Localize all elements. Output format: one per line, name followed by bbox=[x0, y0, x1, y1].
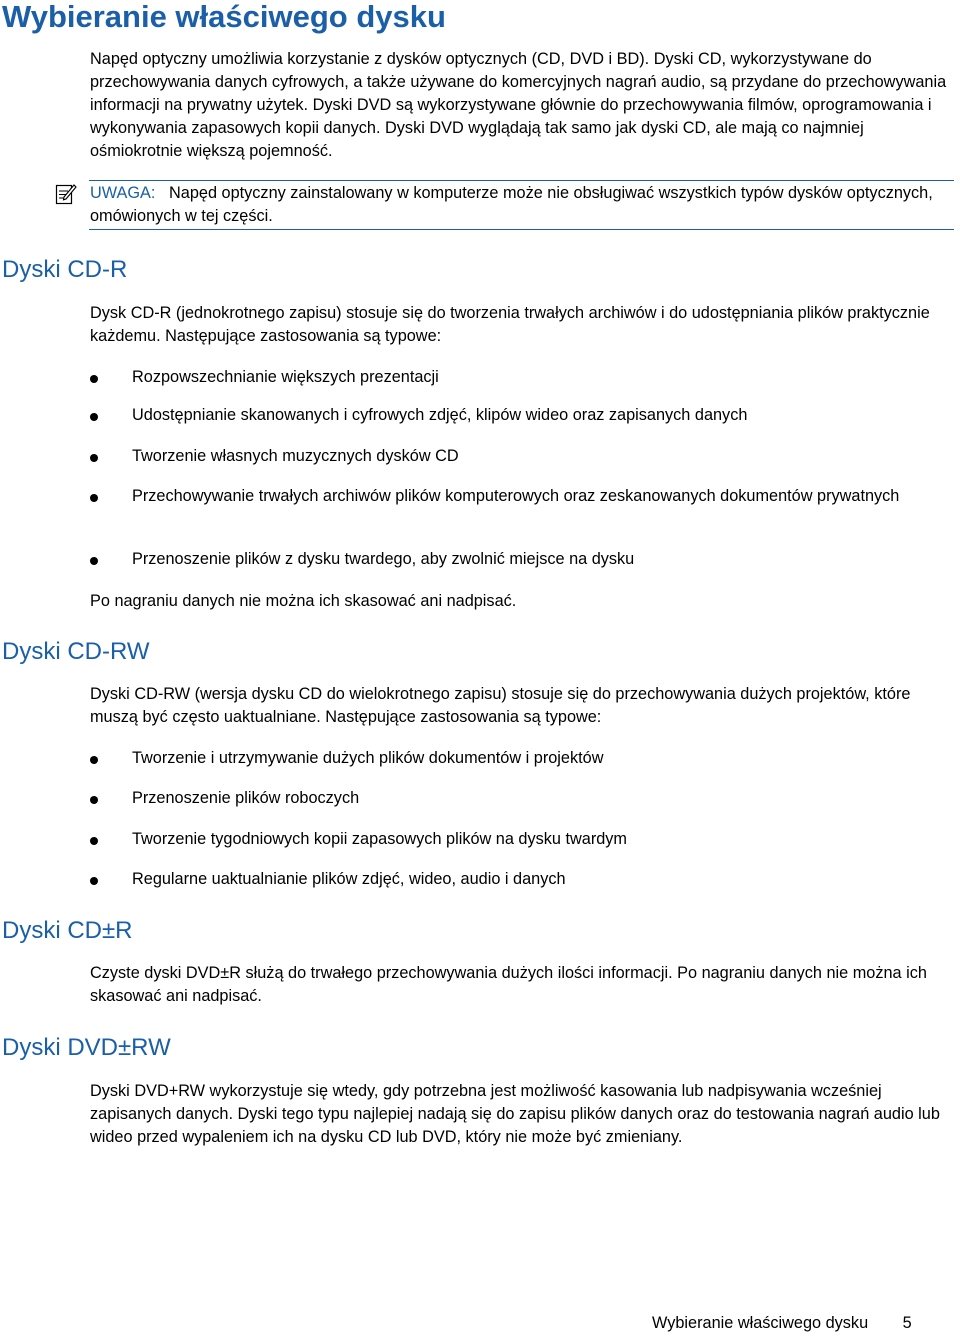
cd-rw-paragraph: Dyski CD-RW (wersja dysku CD do wielokrotnego zapisu) stosuje się do przechowywania dużych projektów, które muszą być często uaktualniane. Następujące zastosowania są typowe: bbox=[90, 685, 911, 726]
cd-r-paragraph: Dysk CD-R (jednokrotnego zapisu) stosuje się do tworzenia trwałych archiwów i do udostępniania plików praktycznie każdemu. Następujące zastosowania są typowe: bbox=[90, 304, 930, 345]
bullet-icon bbox=[90, 375, 98, 383]
note-box bbox=[90, 182, 950, 228]
note-label: UWAGA: bbox=[90, 184, 156, 202]
bullet-icon bbox=[90, 413, 98, 421]
footer-title: Wybieranie właściwego dysku bbox=[652, 1314, 869, 1332]
intro-paragraph: Napęd optyczny umożliwia korzystanie z dysków optycznych (CD, DVD i BD). Dyski CD, wykorzystywane do przechowywania danych cyfrowych, a także używane do komercyjnych nagrań audio, są przydane do przechowywania informacji na prywatny użytek. Dyski DVD są wykorzystywane głównie do przechowywania filmów, oprogramowania i wykonywania zapasowych kopii danych. Dyski DVD wyglądają tak samo jak dyski CD, ale mają co najmniej ośmiokrotnie większą pojemność. bbox=[90, 50, 947, 160]
note-text: Napęd optyczny zainstalowany w komputerze może nie obsługiwać wszystkich typów dysków optycznych, omówionych w tej części. bbox=[90, 184, 933, 225]
bullet-icon bbox=[90, 796, 98, 804]
bullet-icon bbox=[90, 494, 98, 502]
bullet-icon bbox=[90, 557, 98, 565]
heading-cd-r: Dyski CD-R bbox=[2, 256, 128, 283]
heading-cd-rw: Dyski CD-RW bbox=[2, 638, 150, 665]
cd-r-after-paragraph: Po nagraniu danych nie można ich skasować ani nadpisać. bbox=[90, 592, 517, 610]
note-top-rule bbox=[89, 180, 954, 181]
bullet-icon bbox=[90, 837, 98, 845]
heading-cd-plus-minus-r: Dyski CD±R bbox=[2, 917, 133, 944]
note-bottom-rule bbox=[89, 229, 954, 230]
page-footer bbox=[652, 1312, 912, 1334]
page-title: Wybieranie właściwego dysku bbox=[2, 0, 446, 34]
bullet-icon bbox=[90, 454, 98, 462]
bullet-icon bbox=[90, 877, 98, 885]
note-pencil-icon bbox=[55, 182, 77, 206]
heading-dvd-plus-minus-rw: Dyski DVD±RW bbox=[2, 1034, 171, 1061]
dvd-plus-minus-rw-paragraph: Dyski DVD+RW wykorzystuje się wtedy, gdy potrzebna jest możliwość kasowania lub nadpisywania wcześniej zapisanych danych. Dyski tego typu najlepiej nadają się do zapisu plików danych oraz do testowania nagrań audio lub wideo przed wypaleniem ich na dysku CD lub DVD, który nie może być zmieniany. bbox=[90, 1082, 940, 1146]
cd-plus-minus-r-paragraph: Czyste dyski DVD±R służą do trwałego przechowywania dużych ilości informacji. Po nagraniu danych nie można ich skasować ani nadpisać. bbox=[90, 964, 927, 1005]
page-number: 5 bbox=[902, 1314, 912, 1332]
bullet-icon bbox=[90, 756, 98, 764]
